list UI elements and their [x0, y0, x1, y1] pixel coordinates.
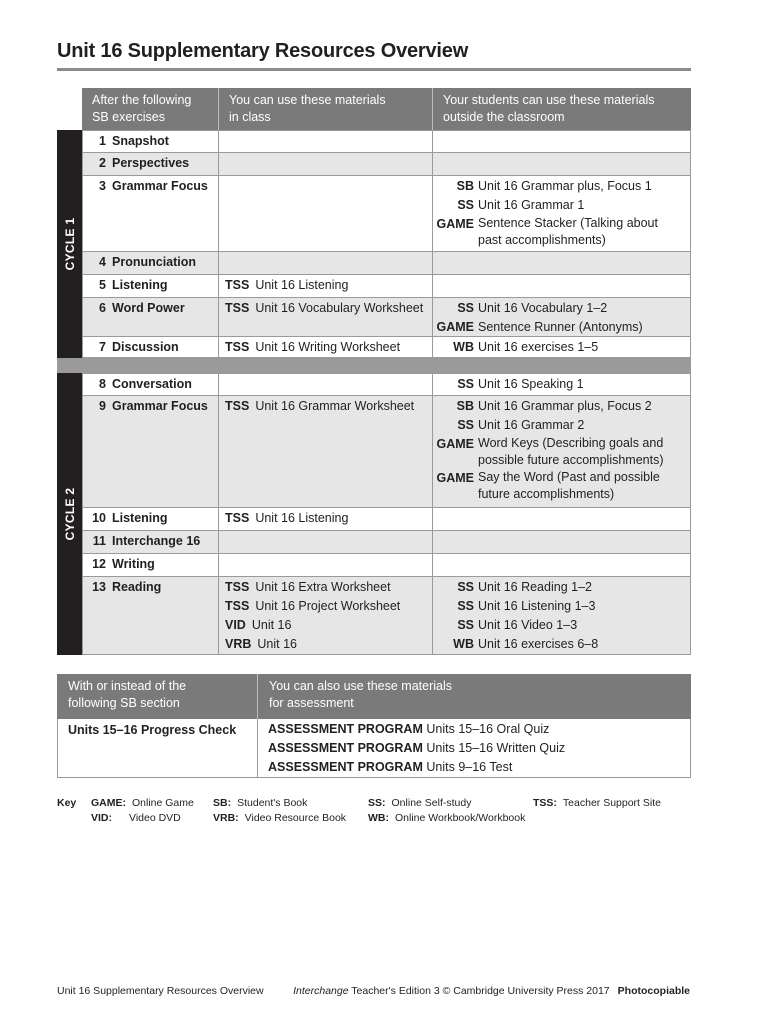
class-material	[225, 616, 432, 635]
outside-material	[433, 616, 690, 635]
assessment-item	[268, 720, 690, 739]
in-class-cell	[218, 275, 432, 297]
material-text-line: Unit 16 Grammar 2	[478, 418, 585, 432]
header-line: following SB section	[68, 696, 180, 710]
material-text-line: Unit 16 Reading 1–2	[478, 580, 592, 594]
class-material	[225, 338, 432, 357]
table-row	[82, 577, 691, 655]
table-row	[82, 508, 691, 531]
in-class-cell	[218, 153, 432, 175]
table-row	[82, 275, 691, 298]
outside-class-cell	[432, 131, 691, 152]
material-text-line: Say the Word (Past and possible	[478, 470, 660, 484]
outside-material	[433, 635, 690, 654]
in-class-cell	[218, 396, 432, 507]
class-material	[225, 299, 432, 318]
class-material	[225, 397, 432, 416]
material-text-line: Sentence Runner (Antonyms)	[478, 320, 643, 334]
material-text: Unit 16 Extra Worksheet	[255, 580, 391, 594]
header-line: SB exercises	[92, 110, 165, 124]
material-code: TSS	[225, 580, 250, 594]
material-text-line: Unit 16 Speaking 1	[478, 377, 584, 391]
footer-book: Interchange	[293, 985, 349, 997]
material-code: SS	[457, 599, 474, 613]
material-text	[478, 397, 690, 416]
header-line: With or instead of the	[68, 679, 187, 693]
material-text	[478, 597, 690, 616]
header-outside-class	[432, 88, 691, 130]
material-code: SS	[457, 418, 474, 432]
exercise-number: 4	[99, 255, 106, 269]
in-class-cell	[218, 554, 432, 576]
material-code: SS	[457, 198, 474, 212]
exercise-number: 2	[99, 156, 106, 170]
outside-class-cell	[432, 531, 691, 553]
material-text	[478, 435, 690, 469]
material-text	[478, 578, 690, 597]
header-line: You can also use these materials	[269, 679, 452, 693]
material-text-line: possible future accomplishments)	[478, 453, 664, 467]
key-code: SB:	[213, 797, 232, 809]
outside-class-cell	[432, 337, 691, 357]
in-class-cell	[218, 508, 432, 530]
table-row	[82, 396, 691, 508]
assessment-materials	[257, 719, 690, 777]
material-text	[478, 635, 690, 654]
table-row	[82, 531, 691, 554]
key-code: WB:	[368, 812, 389, 824]
in-class-cell	[218, 531, 432, 553]
in-class-cell	[218, 131, 432, 152]
exercise-cell	[82, 337, 218, 357]
material-code: SB	[456, 179, 474, 193]
outside-class-cell	[432, 577, 691, 654]
exercise-name: Grammar Focus	[112, 179, 208, 193]
outside-class-cell	[432, 176, 691, 251]
key-text: Teacher Support Site	[562, 797, 661, 809]
exercise-cell	[82, 554, 218, 576]
table-row	[82, 298, 691, 337]
exercise-cell	[82, 275, 218, 297]
key-code: TSS:	[533, 797, 557, 809]
assessment-text: Units 15–16 Oral Quiz	[426, 722, 550, 736]
exercise-number: 3	[99, 179, 106, 193]
material-text: Unit 16 Project Worksheet	[255, 599, 401, 613]
exercise-number: 6	[99, 301, 106, 315]
in-class-cell	[218, 577, 432, 654]
outside-class-cell	[432, 508, 691, 530]
exercise-name: Perspectives	[112, 156, 190, 170]
material-code: SS	[457, 618, 474, 632]
material-text	[478, 299, 690, 318]
material-text-line: Unit 16 exercises 6–8	[478, 637, 599, 651]
material-text-line: Unit 16 Grammar plus, Focus 2	[478, 399, 652, 413]
material-text	[478, 375, 690, 394]
key-code: GAME:	[91, 797, 126, 809]
in-class-cell	[218, 252, 432, 274]
outside-material	[433, 318, 690, 337]
table-row	[82, 252, 691, 275]
material-text-line: Unit 16 Grammar plus, Focus 1	[478, 179, 652, 193]
material-code: SS	[457, 377, 474, 391]
exercise-number: 5	[99, 278, 106, 292]
key-item	[91, 795, 194, 811]
material-code: VRB	[225, 637, 252, 651]
material-text	[478, 416, 690, 435]
key-code: SS:	[368, 797, 386, 809]
outside-material	[433, 469, 690, 503]
exercise-name: Interchange 16	[112, 534, 201, 548]
outside-class-cell	[432, 396, 691, 507]
material-text	[478, 616, 690, 635]
in-class-cell	[218, 337, 432, 357]
exercise-cell	[82, 131, 218, 152]
outside-class-cell	[432, 374, 691, 395]
exercise-number: 7	[99, 340, 106, 354]
class-material	[225, 597, 432, 616]
material-text: Unit 16 Listening	[255, 511, 349, 525]
assessment-program: ASSESSMENT PROGRAM	[268, 722, 423, 736]
exercise-cell	[82, 153, 218, 175]
outside-material	[433, 397, 690, 416]
outside-material	[433, 196, 690, 215]
outside-material	[433, 597, 690, 616]
outside-class-cell	[432, 554, 691, 576]
material-text-line: Unit 16 Vocabulary 1–2	[478, 301, 608, 315]
material-code: TSS	[225, 278, 250, 292]
exercise-cell	[82, 577, 218, 654]
header-line: outside the classroom	[443, 110, 565, 124]
key-code: VID:	[91, 812, 112, 824]
table-row	[82, 130, 691, 153]
material-text-line: Sentence Stacker (Talking about	[478, 216, 658, 230]
class-material	[225, 635, 432, 654]
material-text: Unit 16 Listening	[255, 278, 349, 292]
exercise-name: Reading	[112, 580, 162, 594]
outside-material	[433, 215, 690, 249]
key-item	[533, 795, 661, 811]
material-text: Unit 16	[251, 618, 292, 632]
exercise-name: Conversation	[112, 377, 192, 391]
material-code: GAME	[436, 320, 474, 334]
material-text-line: Unit 16 Grammar 1	[478, 198, 585, 212]
key-item	[91, 810, 181, 826]
key-item	[213, 795, 307, 811]
exercise-number: 1	[99, 134, 106, 148]
material-code: WB	[453, 340, 474, 354]
outside-class-cell	[432, 252, 691, 274]
class-material	[225, 578, 432, 597]
assessment-header-materials	[257, 674, 691, 719]
exercise-name: Discussion	[112, 340, 179, 354]
assessment-program: ASSESSMENT PROGRAM	[268, 741, 423, 755]
outside-material	[433, 416, 690, 435]
exercise-number: 10	[92, 511, 106, 525]
material-code: GAME	[436, 437, 474, 451]
footer-copyright	[293, 985, 690, 997]
material-text	[478, 215, 690, 249]
material-text-line: Word Keys (Describing goals and	[478, 436, 664, 450]
material-text	[478, 177, 690, 196]
material-text-line: Unit 16 exercises 1–5	[478, 340, 599, 354]
exercise-number: 13	[92, 580, 106, 594]
material-code: TSS	[225, 399, 250, 413]
key-label: Key	[57, 797, 77, 809]
cycle-label-text: CYCLE 1	[62, 217, 77, 271]
material-text	[478, 469, 690, 503]
exercise-cell	[82, 396, 218, 507]
outside-material	[433, 435, 690, 469]
key-text: Online Workbook/Workbook	[395, 812, 526, 824]
key-code: VRB:	[213, 812, 239, 824]
outside-material	[433, 338, 690, 357]
assessment-header-section	[57, 674, 257, 719]
header-line: in class	[229, 110, 271, 124]
outside-material	[433, 375, 690, 394]
assessment-row	[57, 719, 691, 778]
assessment-text: Units 15–16 Written Quiz	[426, 741, 566, 755]
material-code: TSS	[225, 599, 250, 613]
material-code: WB	[453, 637, 474, 651]
exercise-number: 8	[99, 377, 106, 391]
exercise-number: 12	[92, 557, 106, 571]
class-material	[225, 509, 432, 528]
exercise-cell	[82, 374, 218, 395]
key-item	[368, 795, 471, 811]
material-code: TSS	[225, 511, 250, 525]
material-code: GAME	[436, 217, 474, 231]
exercise-number: 11	[92, 534, 106, 548]
material-code: SB	[456, 399, 474, 413]
exercise-cell	[82, 176, 218, 251]
key-text: Online Game	[132, 797, 194, 809]
material-code: TSS	[225, 301, 250, 315]
header-in-class	[218, 88, 432, 130]
table-row	[82, 373, 691, 396]
outside-class-cell	[432, 153, 691, 175]
material-text-line: future accomplishments)	[478, 487, 615, 501]
material-code: TSS	[225, 340, 250, 354]
outside-material	[433, 299, 690, 318]
table-row	[82, 554, 691, 577]
header-line: Your students can use these materials	[443, 93, 655, 107]
page-title: Unit 16 Supplementary Resources Overview	[57, 40, 469, 62]
exercise-name: Pronunciation	[112, 255, 197, 269]
key-text: Video Resource Book	[244, 812, 347, 824]
exercise-cell	[82, 298, 218, 336]
material-text	[478, 338, 690, 357]
material-text-line: Unit 16 Video 1–3	[478, 618, 578, 632]
footer-tag: Photocopiable	[617, 985, 690, 997]
in-class-cell	[218, 298, 432, 336]
exercise-name: Writing	[112, 557, 155, 571]
header-line: After the following	[92, 93, 192, 107]
material-text: Unit 16 Writing Worksheet	[255, 340, 401, 354]
exercise-cell	[82, 252, 218, 274]
cycle-label-text: CYCLE 2	[62, 487, 77, 541]
exercise-name: Snapshot	[112, 134, 169, 148]
footer-title: Unit 16 Supplementary Resources Overview	[57, 985, 264, 997]
key-text: Online Self-study	[391, 797, 472, 809]
material-text: Unit 16 Grammar Worksheet	[255, 399, 415, 413]
exercise-name: Listening	[112, 278, 168, 292]
material-code: GAME	[436, 471, 474, 485]
header-line: You can use these materials	[229, 93, 386, 107]
header-line: for assessment	[269, 696, 354, 710]
outside-material	[433, 177, 690, 196]
outside-class-cell	[432, 298, 691, 336]
material-text	[478, 196, 690, 215]
key-item	[368, 810, 525, 826]
material-code: VID	[225, 618, 246, 632]
outside-class-cell	[432, 275, 691, 297]
assessment-item	[268, 758, 690, 777]
table-row	[82, 176, 691, 252]
exercise-cell	[82, 531, 218, 553]
material-code: SS	[457, 301, 474, 315]
exercise-cell	[82, 508, 218, 530]
exercise-name: Word Power	[112, 301, 185, 315]
footer-rest: Teacher's Edition 3 © Cambridge University Press 2017	[348, 985, 610, 997]
material-text	[478, 318, 690, 337]
exercise-name: Listening	[112, 511, 168, 525]
material-text-line: past accomplishments)	[478, 233, 606, 247]
material-text: Unit 16 Vocabulary Worksheet	[255, 301, 424, 315]
assessment-program: ASSESSMENT PROGRAM	[268, 760, 423, 774]
material-text-line: Unit 16 Listening 1–3	[478, 599, 596, 613]
title-rule	[57, 68, 691, 71]
key-text: Video DVD	[129, 812, 181, 824]
exercise-name: Grammar Focus	[112, 399, 208, 413]
assessment-section: Units 15–16 Progress Check	[68, 723, 237, 737]
key-text: Student's Book	[237, 797, 308, 809]
table-row	[82, 153, 691, 176]
cycle-divider	[57, 358, 691, 373]
outside-material	[433, 578, 690, 597]
header-sb-exercises	[82, 88, 218, 130]
in-class-cell	[218, 374, 432, 395]
assessment-item	[268, 739, 690, 758]
table-row	[82, 337, 691, 358]
material-text: Unit 16	[257, 637, 298, 651]
material-code: SS	[457, 580, 474, 594]
assessment-text: Units 9–16 Test	[426, 760, 513, 774]
key-item	[213, 810, 346, 826]
class-material	[225, 276, 432, 295]
in-class-cell	[218, 176, 432, 251]
exercise-number: 9	[99, 399, 106, 413]
